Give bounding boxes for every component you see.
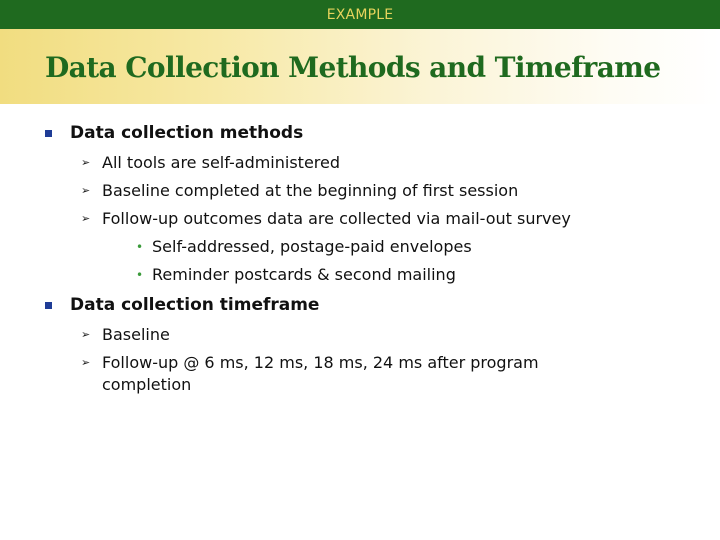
section-heading-timeframe [0,292,720,318]
list-item-text: All tools are self-administered [102,153,341,172]
arrowhead-bullet-icon: ➢ [81,156,91,169]
sub-list-item-text: Self-addressed, postage-paid envelopes [152,237,472,256]
section-heading-text: Data collection methods [70,123,304,143]
sub-list-item [0,264,720,286]
list-item-text: Baseline [102,325,170,344]
dot-bullet-icon: • [136,240,144,254]
list-item-text: Follow-up outcomes data are collected via mail-out survey [102,209,571,228]
list-item-text: Baseline completed at the beginning of first session [102,181,519,200]
arrowhead-bullet-icon: ➢ [81,184,91,197]
top-banner [0,0,720,29]
slide-content [0,120,720,402]
list-item [0,352,622,396]
banner-label: EXAMPLE [326,6,394,23]
list-item [0,180,622,202]
arrowhead-bullet-icon: ➢ [81,356,91,369]
square-bullet-icon [45,130,52,137]
section-heading-methods [0,120,720,146]
arrowhead-bullet-icon: ➢ [81,212,91,225]
sub-list-item [0,236,720,258]
dot-bullet-icon: • [136,268,144,282]
list-item [0,208,622,230]
section-heading-text: Data collection timeframe [70,295,320,315]
square-bullet-icon [45,302,52,309]
arrowhead-bullet-icon: ➢ [81,328,91,341]
page-title: Data Collection Methods and Timeframe [45,51,661,84]
list-item [0,324,622,346]
list-item-text: Follow-up @ 6 ms, 12 ms, 18 ms, 24 ms after program completion [102,353,539,394]
list-item [0,152,622,174]
sub-list-item-text: Reminder postcards & second mailing [152,265,456,284]
